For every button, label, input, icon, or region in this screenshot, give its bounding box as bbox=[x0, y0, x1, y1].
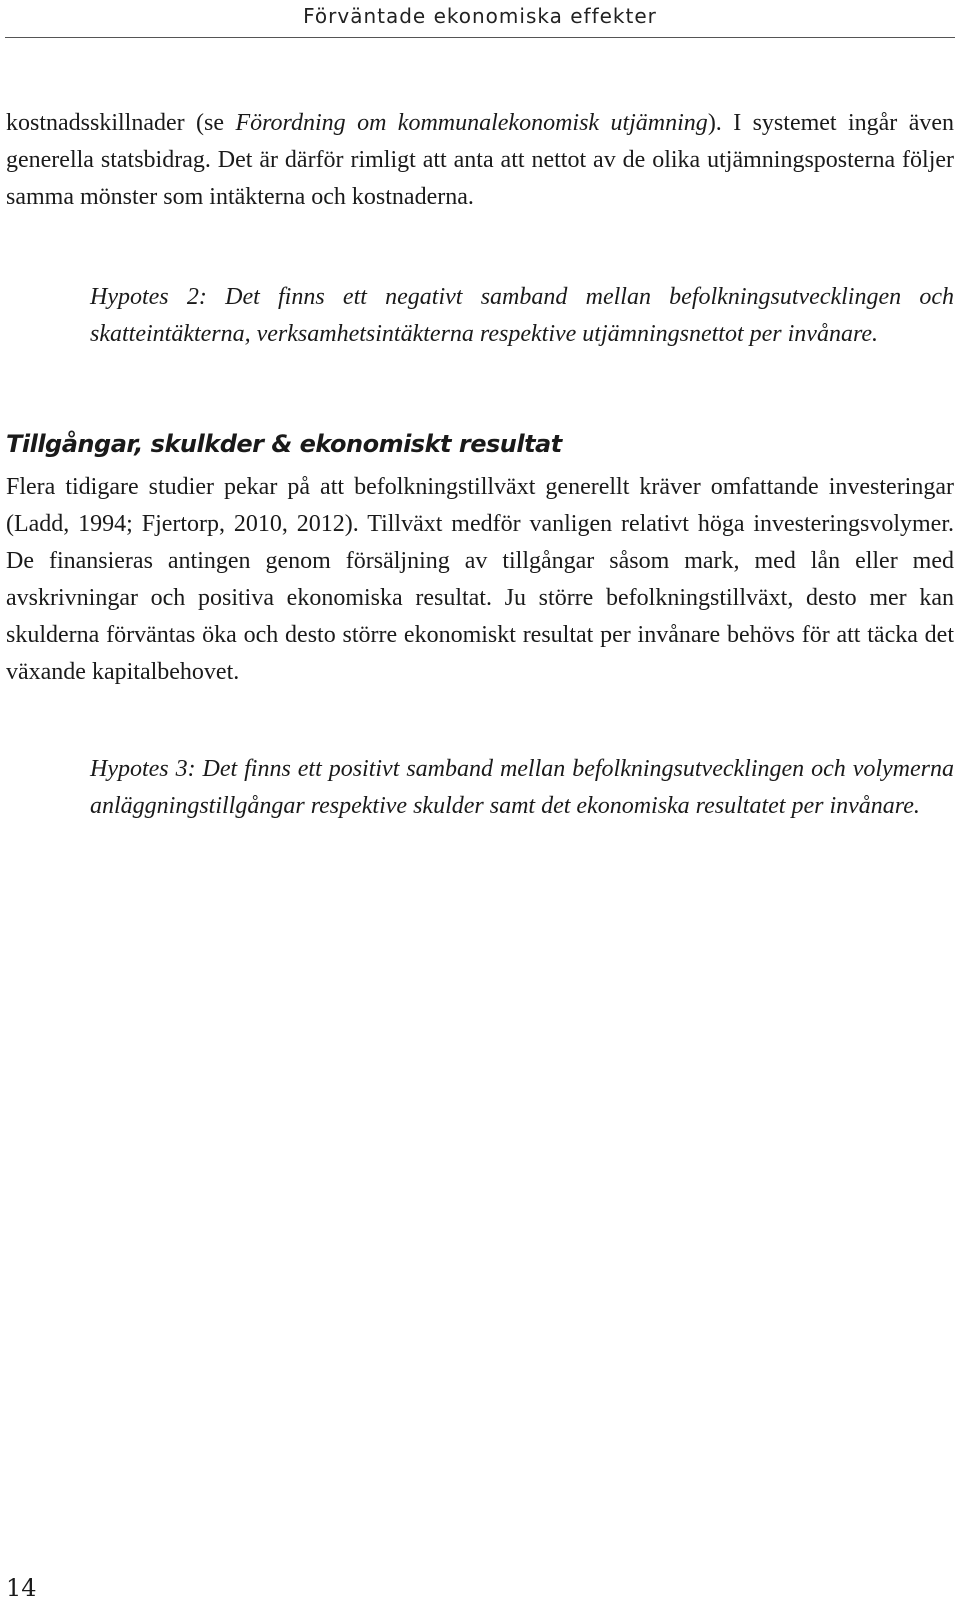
paragraph-1-start: kostnadsskillnader (se bbox=[6, 110, 236, 136]
header-divider bbox=[5, 37, 955, 38]
section-heading: Tillgångar, skulkder & ekonomiskt resultat bbox=[6, 430, 562, 458]
running-header-title: Förväntade ekonomiska effekter bbox=[303, 4, 657, 28]
paragraph-1-end: ). I systemet ingår även generella statsbidrag. Det är därför rimligt att anta att nettot av de olika utjämningsposterna följer samma mönster som intäkterna och kostnaderna. bbox=[6, 110, 954, 210]
hypothesis-2: Hypotes 2: Det finns ett negativt samband mellan befolkningsutvecklingen och skatteintäkterna, verksamhetsintäkterna respektive utjämningsnettot per invånare. bbox=[90, 284, 954, 347]
body-paragraph-2: Flera tidigare studier pekar på att befolkningstillväxt generellt kräver omfattande investeringar (Ladd, 1994; Fjertorp, 2010, 2012). Tillväxt medför vanligen relativt höga investeringsvolymer. De finansieras antingen genom försäljning av tillgångar såsom mark, med lån eller med avskrivningar och positiva ekonomiska resultat. Ju större befolkningstillväxt, desto mer kan skulderna förväntas öka och desto större ekonomiskt resultat per invånare behövs för att täcka det växande kapitalbehovet. bbox=[6, 474, 954, 685]
page-number: 14 bbox=[6, 1574, 37, 1602]
cited-regulation: Förordning om kommunalekonomisk utjämning bbox=[235, 110, 708, 136]
running-header bbox=[0, 0, 960, 40]
hypothesis-3: Hypotes 3: Det finns ett positivt samband mellan befolkningsutvecklingen och volymerna anläggningstillgångar respektive skulder samt det ekonomiska resultatet per invånare. bbox=[90, 756, 954, 819]
body-paragraph-1 bbox=[6, 105, 954, 216]
